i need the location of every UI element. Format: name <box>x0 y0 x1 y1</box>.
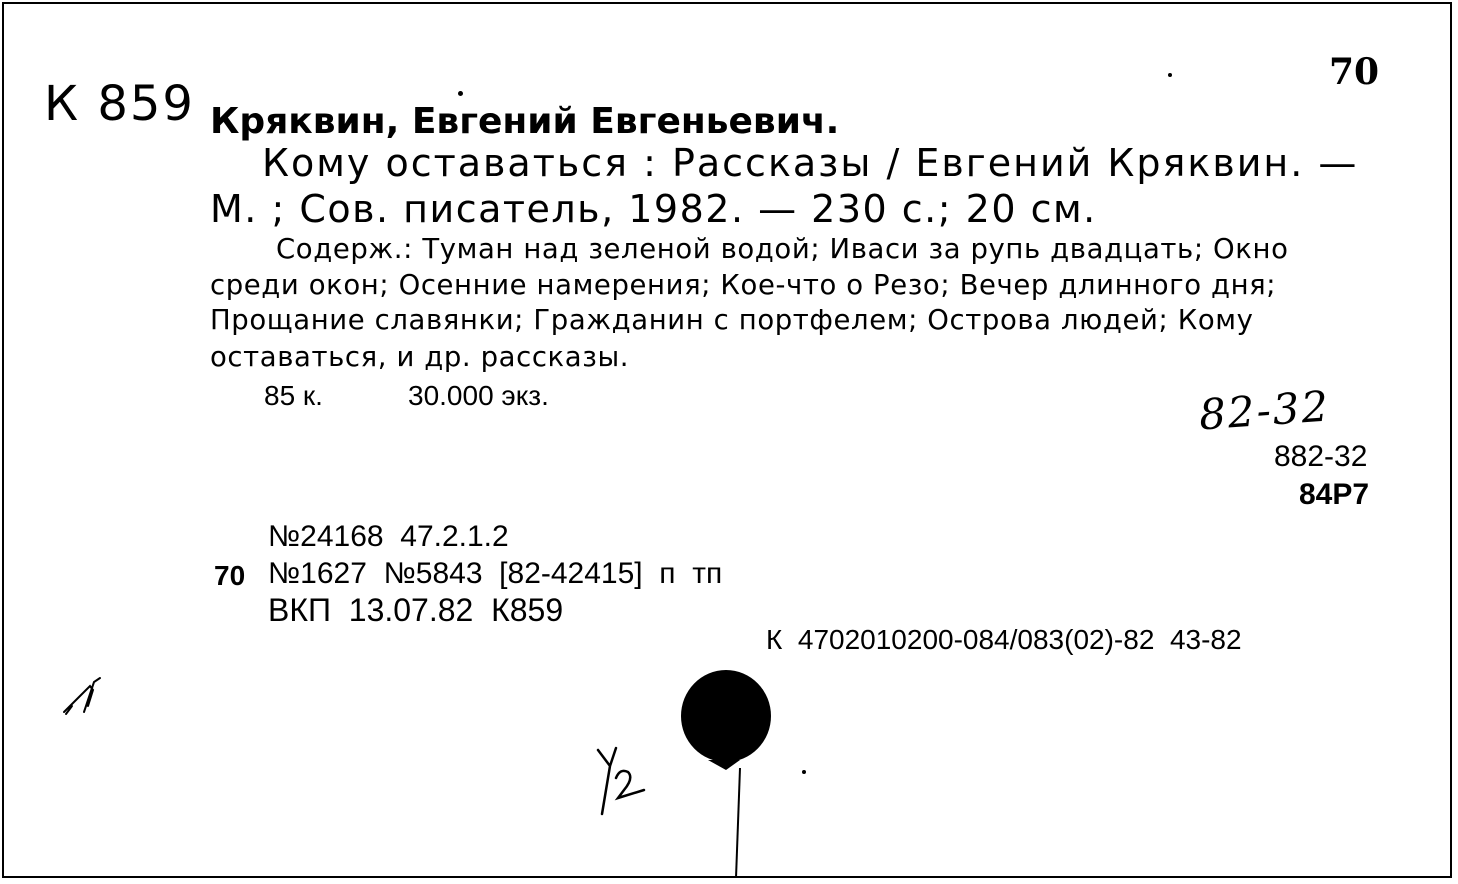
handwritten-mark-1 <box>60 672 106 720</box>
handwritten-code: 82-32 <box>1197 381 1332 440</box>
ref-line-1: №24168 47.2.1.2 <box>268 520 509 553</box>
contents-line-3: Прощание славянки; Гражданин с портфелем; Острова людей; Кому <box>210 304 1254 336</box>
page-number: 70 <box>1329 51 1380 93</box>
class-code-1: 882-32 <box>1274 440 1368 473</box>
author-heading: Кряквин, Евгений Евгеньевич. <box>210 101 840 142</box>
speck-dot <box>458 91 463 96</box>
class-code-2: 84Р7 <box>1299 478 1370 511</box>
ref-line-3: ВКП 13.07.82 К859 <box>268 592 564 628</box>
contents-line-4: оставаться, и др. рассказы. <box>210 341 630 373</box>
title-line-2: М. ; Сов. писатель, 1982. — 230 с.; 20 см. <box>210 187 1097 231</box>
title-line-1: Кому оставаться : Рассказы / Евгений Кряквин. — <box>262 141 1359 185</box>
punch-hole-icon <box>678 668 778 880</box>
isbn-line: К 4702010200-084/083(02)-82 43-82 <box>766 624 1242 655</box>
ref-line-2: №1627 №5843 [82-42415] п тп <box>268 557 723 590</box>
call-number: К 859 <box>44 76 195 132</box>
speck-dot <box>802 770 806 774</box>
contents-line-2: среди окон; Осенние намерения; Кое-что о Резо; Вечер длинного дня; <box>210 269 1277 301</box>
catalog-card <box>2 2 1452 878</box>
price: 85 к. <box>264 380 323 411</box>
print-run: 30.000 экз. <box>408 380 549 411</box>
contents-line-1: Содерж.: Туман над зеленой водой; Иваси за рупь двадцать; Окно <box>276 233 1289 265</box>
speck-dot <box>1168 73 1172 77</box>
ref-line-2-prefix: 70 <box>214 560 246 591</box>
handwritten-mark-2 <box>594 744 664 824</box>
